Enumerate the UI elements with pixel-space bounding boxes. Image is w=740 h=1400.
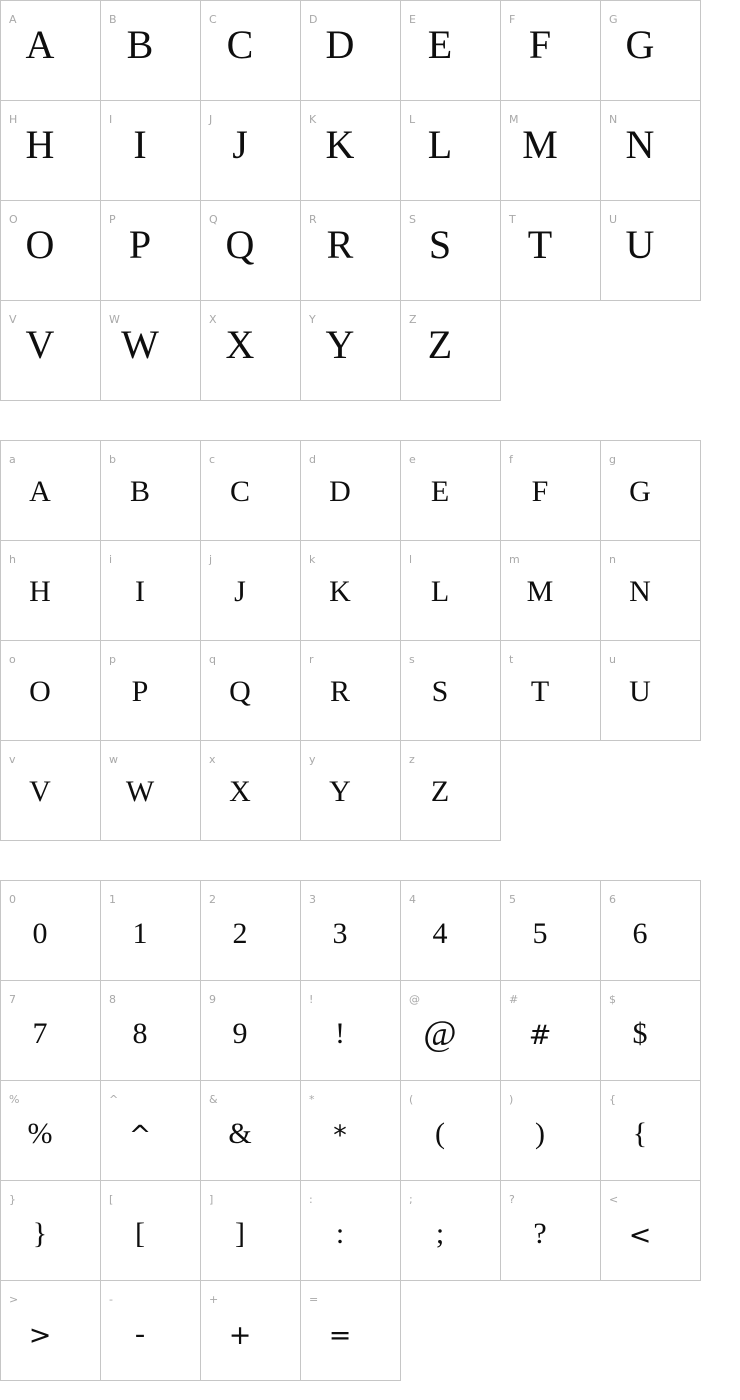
cell-character-label: o [9,653,16,666]
rendered-glyph: B [126,22,154,67]
figures-symbols-glyph-grid [0,880,701,1381]
rendered-glyph: U [625,222,655,267]
glyph-cell-0 [1,881,101,981]
cell-character-label: g [609,453,616,466]
cell-character-label: c [209,453,216,466]
rendered-glyph: ( [435,1117,445,1150]
rendered-glyph: U [629,675,651,708]
cell-character-label: ; [409,1193,413,1206]
rendered-glyph: } [32,1217,48,1250]
rendered-glyph: P [128,222,152,267]
grid-row [1,1181,701,1281]
rendered-glyph: 9 [232,1017,248,1050]
glyph-cell-x [201,741,301,841]
cell-character-label: R [309,213,317,226]
cell-character-label: Q [209,213,218,226]
glyph-cell-A [1,1,101,101]
smallcaps-glyph-grid [0,440,701,841]
glyph-cell-W [101,301,201,401]
cell-character-label: 9 [209,993,216,1006]
rendered-glyph: V [25,322,55,367]
rendered-glyph: A [25,22,55,67]
rendered-glyph: 2 [232,917,248,950]
cell-character-label: i [109,553,113,566]
rendered-glyph: T [530,675,550,708]
glyph-cell-r [301,641,401,741]
glyph-cell-n [601,541,701,641]
cell-character-label: C [209,13,217,26]
cell-character-label: e [409,453,416,466]
glyph-cell-k [301,541,401,641]
glyph-cell-j [201,541,301,641]
cell-character-label: u [609,653,616,666]
cell-character-label: D [309,13,318,26]
rendered-glyph: V [29,775,51,808]
rendered-glyph: R [329,675,350,708]
rendered-glyph: 0 [32,917,48,950]
glyph-cell-V [1,301,101,401]
cell-character-label: + [209,1293,219,1306]
cell-character-label: 7 [9,993,16,1006]
glyph-cell-6 [601,881,701,981]
cell-character-label: 5 [509,893,516,906]
glyph-cell-s [401,641,501,741]
glyph-cell-< [601,1181,701,1281]
rendered-glyph: K [325,122,355,167]
glyph-cell-B [101,1,201,101]
cell-character-label: P [109,213,116,226]
grid-row [1,981,701,1081]
glyph-cell-M [501,101,601,201]
rendered-glyph: G [629,475,651,508]
rendered-glyph: X [225,322,255,367]
cell-character-label: H [9,113,18,126]
glyph-cell-; [401,1181,501,1281]
rendered-glyph: ; [435,1217,445,1250]
glyph-cell-C [201,1,301,101]
rendered-glyph: J [234,575,246,608]
rendered-glyph: @ [423,1013,457,1053]
glyph-cell-2 [201,881,301,981]
cell-character-label: % [9,1093,20,1106]
cell-character-label: l [409,553,413,566]
rendered-glyph: 6 [632,917,648,950]
grid-row [1,301,701,401]
rendered-glyph: 7 [32,1017,48,1050]
glyph-cell-8 [101,981,201,1081]
cell-character-label: z [409,753,415,766]
glyph-cell-Q [201,201,301,301]
rendered-glyph: # [528,1020,552,1051]
cell-character-label: F [509,13,516,26]
cell-character-label: v [9,753,16,766]
cell-character-label: ! [309,993,314,1006]
rendered-glyph: * [333,1120,347,1151]
rendered-glyph: L [427,122,453,167]
cell-character-label: r [309,653,314,666]
rendered-glyph: ! [335,1017,345,1050]
rendered-glyph: E [430,475,450,508]
glyph-cell-( [401,1081,501,1181]
glyph-cell-b [101,441,201,541]
rendered-glyph: P [131,675,149,708]
cell-character-label: L [409,113,416,126]
rendered-glyph: S [428,222,452,267]
glyph-cell-f [501,441,601,541]
glyph-cell-q [201,641,301,741]
glyph-cell-* [301,1081,401,1181]
glyph-cell-3 [301,881,401,981]
cell-character-label: ? [509,1193,515,1206]
cell-character-label: @ [409,993,420,1006]
cell-character-label: > [9,1293,19,1306]
cell-character-label: f [509,453,513,466]
glyph-cell-[ [101,1181,201,1281]
rendered-glyph: A [29,475,51,508]
cell-character-label: 2 [209,893,216,906]
glyph-cell-U [601,201,701,301]
rendered-glyph: F [531,475,549,508]
cell-character-label: a [9,453,16,466]
glyph-cell-S [401,201,501,301]
grid-row [1,641,701,741]
cell-character-label: y [309,753,316,766]
cell-character-label: T [509,213,516,226]
glyph-cell-) [501,1081,601,1181]
glyph-cell-E [401,1,501,101]
cell-character-label: S [409,213,416,226]
rendered-glyph: Q [229,675,251,708]
rendered-glyph: 1 [132,917,148,950]
cell-character-label: { [609,1093,616,1106]
grid-row [1,101,701,201]
glyph-cell-u [601,641,701,741]
glyph-cell-e [401,441,501,541]
rendered-glyph: M [522,122,558,167]
rendered-glyph: W [121,322,159,367]
cell-character-label: n [609,553,616,566]
rendered-glyph: N [625,122,655,167]
rendered-glyph: < [628,1220,652,1251]
glyph-cell-X [201,301,301,401]
glyph-cell-= [301,1281,401,1381]
rendered-glyph: M [526,575,554,608]
cell-character-label: Y [309,313,316,326]
glyph-cell-R [301,201,401,301]
rendered-glyph: ] [235,1217,245,1250]
cell-character-label: [ [109,1193,114,1206]
rendered-glyph: W [125,775,155,808]
glyph-cell-D [301,1,401,101]
cell-character-label: U [609,213,618,226]
rendered-glyph: ^ [128,1120,152,1151]
grid-row [1,1081,701,1181]
grid-row [1,1,701,101]
glyph-cell-w [101,741,201,841]
glyph-cell-% [1,1081,101,1181]
glyph-cell-+ [201,1281,301,1381]
glyph-cell-I [101,101,201,201]
rendered-glyph: X [229,775,251,808]
rendered-glyph: Y [329,775,351,808]
glyph-cell-H [1,101,101,201]
rendered-glyph: H [29,575,51,608]
rendered-glyph: B [129,475,150,508]
rendered-glyph: Y [325,322,355,367]
cell-character-label: b [109,453,116,466]
cell-character-label: & [209,1093,218,1106]
rendered-glyph: + [228,1320,252,1351]
rendered-glyph: Q [225,222,255,267]
rendered-glyph: N [629,575,651,608]
cell-character-label: I [109,113,113,126]
glyph-cell-> [1,1281,101,1381]
cell-character-label: j [209,553,213,566]
cell-character-label: q [209,653,216,666]
cell-character-label: - [109,1293,113,1306]
grid-row [1,541,701,641]
glyph-cell-- [101,1281,201,1381]
cell-character-label: E [409,13,416,26]
rendered-glyph: = [328,1320,352,1351]
grid-row [1,1281,701,1381]
glyph-cell-9 [201,981,301,1081]
cell-character-label: = [309,1293,319,1306]
rendered-glyph: I [135,575,145,608]
rendered-glyph: S [431,675,449,708]
glyph-cell-i [101,541,201,641]
glyph-cell-t [501,641,601,741]
cell-character-label: < [609,1193,619,1206]
glyph-cell-o [1,641,101,741]
rendered-glyph: J [232,122,248,167]
uppercase-glyph-grid [0,0,701,401]
glyph-cell-c [201,441,301,541]
rendered-glyph: D [325,22,355,67]
rendered-glyph: O [25,222,55,267]
glyph-cell-O [1,201,101,301]
rendered-glyph: Z [430,775,450,808]
grid-row [1,201,701,301]
glyph-cell-N [601,101,701,201]
cell-character-label: m [509,553,520,566]
glyph-cell-# [501,981,601,1081]
glyph-cell-h [1,541,101,641]
cell-character-label: 1 [109,893,116,906]
grid-row [1,881,701,981]
glyph-cell-} [1,1181,101,1281]
glyph-cell-T [501,201,601,301]
rendered-glyph: L [430,575,450,608]
cell-character-label: 6 [609,893,616,906]
cell-character-label: O [9,213,18,226]
cell-character-label: ^ [109,1093,119,1106]
rendered-glyph: C [226,22,254,67]
rendered-glyph: % [27,1117,53,1150]
rendered-glyph: E [427,22,453,67]
glyph-cell-l [401,541,501,641]
rendered-glyph: Z [427,322,453,367]
rendered-glyph: 4 [432,917,448,950]
glyph-cell-F [501,1,601,101]
cell-character-label: w [109,753,118,766]
cell-character-label: 3 [309,893,316,906]
rendered-glyph: 8 [132,1017,148,1050]
rendered-glyph: ) [535,1117,545,1150]
rendered-glyph: { [632,1117,648,1150]
glyph-cell-L [401,101,501,201]
glyph-cell-g [601,441,701,541]
glyph-cell-z [401,741,501,841]
cell-character-label: 0 [9,893,16,906]
glyph-cell-p [101,641,201,741]
glyph-cell-m [501,541,601,641]
cell-character-label: K [309,113,317,126]
cell-character-label: 4 [409,893,416,906]
glyph-cell-J [201,101,301,201]
glyph-cell-d [301,441,401,541]
rendered-glyph: - [135,1317,145,1350]
glyph-cell-y [301,741,401,841]
cell-character-label: A [9,13,17,26]
glyph-cell-P [101,201,201,301]
cell-character-label: k [309,553,316,566]
cell-character-label: M [509,113,519,126]
cell-character-label: } [9,1193,16,1206]
glyph-cell-@ [401,981,501,1081]
cell-character-label: N [609,113,618,126]
grid-row [1,741,701,841]
rendered-glyph: C [229,475,250,508]
glyph-cell-5 [501,881,601,981]
cell-character-label: W [109,313,120,326]
cell-character-label: ( [409,1093,414,1106]
glyph-cell-Z [401,301,501,401]
cell-character-label: x [209,753,216,766]
glyph-cell-! [301,981,401,1081]
rendered-glyph: 3 [332,917,348,950]
rendered-glyph: 5 [532,917,548,950]
glyph-cell-a [1,441,101,541]
glyph-cell-: [301,1181,401,1281]
cell-character-label: B [109,13,117,26]
glyph-cell-4 [401,881,501,981]
glyph-cell-Y [301,301,401,401]
rendered-glyph: G [625,22,655,67]
glyph-cell-? [501,1181,601,1281]
cell-character-label: d [309,453,316,466]
rendered-glyph: F [528,22,552,67]
cell-character-label: p [109,653,116,666]
rendered-glyph: K [329,575,351,608]
cell-character-label: # [509,993,519,1006]
rendered-glyph: O [29,675,51,708]
rendered-glyph: R [326,222,354,267]
cell-character-label: 8 [109,993,116,1006]
cell-character-label: : [309,1193,313,1206]
cell-character-label: ) [509,1093,514,1106]
cell-character-label: ] [209,1193,214,1206]
cell-character-label: $ [609,993,616,1006]
cell-character-label: s [409,653,415,666]
glyph-cell-^ [101,1081,201,1181]
glyph-cell-] [201,1181,301,1281]
rendered-glyph: H [25,122,55,167]
cell-character-label: J [209,113,213,126]
rendered-glyph: & [228,1117,252,1150]
cell-character-label: X [209,313,217,326]
cell-character-label: * [309,1093,315,1106]
glyph-cell-$ [601,981,701,1081]
cell-character-label: G [609,13,618,26]
rendered-glyph: D [329,475,351,508]
rendered-glyph: : [335,1217,345,1250]
rendered-glyph: $ [632,1017,648,1050]
glyph-cell-{ [601,1081,701,1181]
glyph-cell-G [601,1,701,101]
rendered-glyph: T [527,222,553,267]
glyph-cell-v [1,741,101,841]
rendered-glyph: I [133,122,147,167]
glyph-cell-K [301,101,401,201]
glyph-cell-1 [101,881,201,981]
grid-row [1,441,701,541]
rendered-glyph: [ [135,1217,145,1250]
cell-character-label: V [9,313,17,326]
glyph-cell-& [201,1081,301,1181]
glyph-cell-7 [1,981,101,1081]
rendered-glyph: ? [533,1217,547,1250]
cell-character-label: Z [409,313,417,326]
rendered-glyph: > [28,1320,52,1351]
cell-character-label: h [9,553,16,566]
cell-character-label: t [509,653,514,666]
